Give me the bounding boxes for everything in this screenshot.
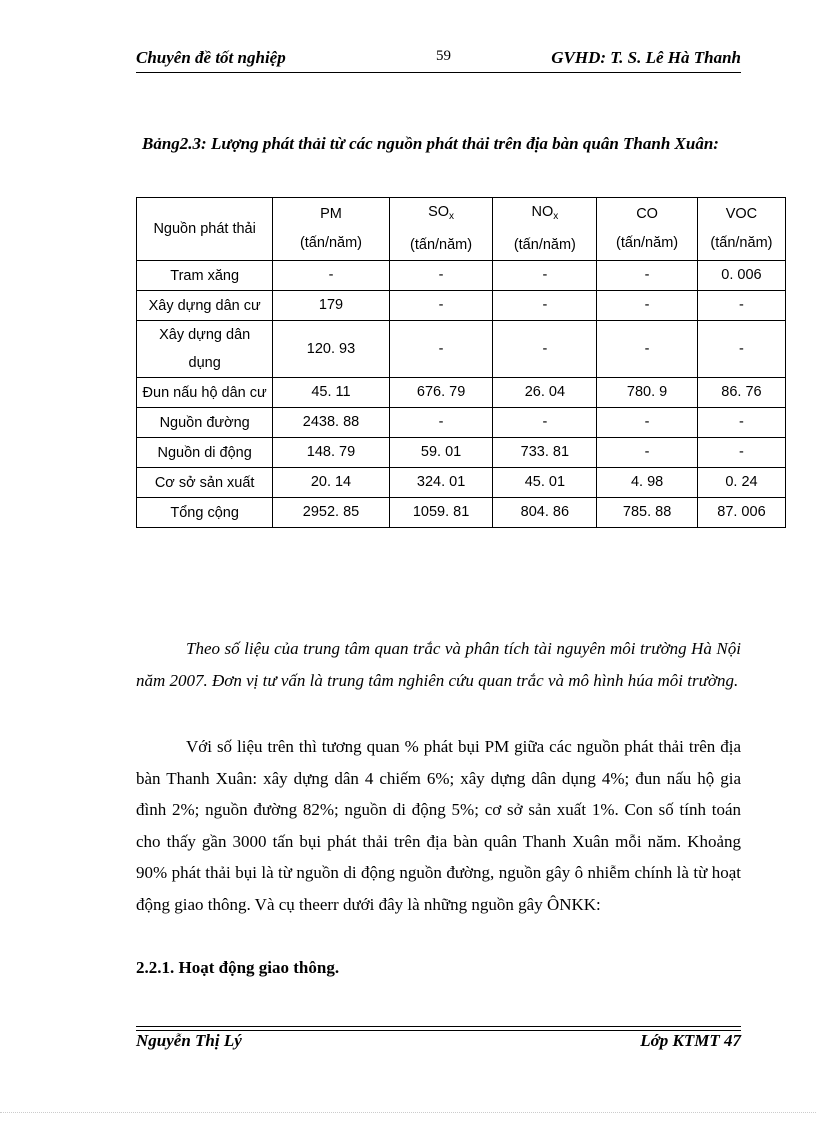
cell-pm: 120. 93 — [273, 321, 389, 378]
cell-voc: - — [697, 321, 785, 378]
section-heading: 2.2.1. Hoạt động giao thông. — [136, 958, 340, 977]
table-row — [137, 408, 786, 438]
table-row — [137, 438, 786, 468]
row-source: Nguồn di động — [137, 438, 273, 468]
row-source: Tổng cộng — [137, 498, 273, 528]
cell-voc: 86. 76 — [697, 378, 785, 408]
cell-sox: 676. 79 — [389, 378, 493, 408]
table-row — [137, 321, 786, 378]
cell-co: 4. 98 — [597, 468, 698, 498]
cell-nox: 45. 01 — [493, 468, 597, 498]
row-source: Xây dựng dân dụng — [137, 321, 273, 378]
row-source: Nguồn đường — [137, 408, 273, 438]
footer-class: Lớp KTMT 47 — [640, 1031, 741, 1050]
header-nox: $NO_x$ (tấn/năm) — [493, 198, 597, 261]
cell-voc: 0. 006 — [697, 261, 785, 291]
cell-co: - — [597, 438, 698, 468]
cell-voc: 0. 24 — [697, 468, 785, 498]
row-source: Cơ sở sản xuất — [137, 468, 273, 498]
cell-voc: - — [697, 438, 785, 468]
cell-sox: - — [389, 261, 493, 291]
table-row — [137, 468, 786, 498]
cell-nox: - — [493, 408, 597, 438]
header-rule — [136, 72, 741, 73]
cell-nox: 804. 86 — [493, 498, 597, 528]
header-pm: PM (tấn/năm) — [273, 198, 389, 261]
page-header — [136, 48, 741, 74]
cell-co: - — [597, 321, 698, 378]
emissions-table — [136, 197, 786, 528]
cell-sox: 59. 01 — [389, 438, 493, 468]
page-number: 59 — [436, 48, 451, 64]
table-header-row — [137, 198, 786, 261]
source-note: Theo số liệu của trung tâm quan trắc và phân tích tài nguyên môi trường Hà Nội năm 2007. Đơn vị tư vấn là trung tâm nghiên cứu quan trắc và mô hình húa môi trường. — [136, 639, 741, 690]
footer-author: Nguyễn Thị Lý — [136, 1031, 242, 1050]
body-paragraph: Với số liệu trên thì tương quan % phát bụi PM giữa các nguồn phát thải trên địa bàn Thanh Xuân: xây dựng dân 4 chiếm 6%; xây dựng dân dụng 4%; đun nấu hộ gia đình 2%; nguồn đường 82%; nguồn di động 5%; cơ sở sản xuất 1%. Con số tính toán cho thấy gần 3000 tấn bụi phát thải trên địa bàn quân Thanh Xuân mỗi năm. Khoảng 90% phát thải bụi là từ nguồn di động nguồn đường, nguồn gây ô nhiễm chính là từ hoạt động giao thông. Và cụ theerr dưới đây là những nguồn gây ÔNKK: — [136, 737, 741, 914]
cell-pm: 20. 14 — [273, 468, 389, 498]
row-source: Xây dựng dân cư — [137, 291, 273, 321]
cell-sox: 1059. 81 — [389, 498, 493, 528]
cell-nox: 733. 81 — [493, 438, 597, 468]
cell-co: - — [597, 261, 698, 291]
header-sox: $SO_x$ (tấn/năm) — [389, 198, 493, 261]
cell-voc: - — [697, 291, 785, 321]
table-caption: Bảng2.3: Lượng phát thải từ các nguồn phát thải trên địa bàn quân Thanh Xuân: — [142, 134, 719, 153]
cell-pm: 2952. 85 — [273, 498, 389, 528]
header-co: CO (tấn/năm) — [597, 198, 698, 261]
cell-sox: 324. 01 — [389, 468, 493, 498]
table-row — [137, 291, 786, 321]
cell-nox: - — [493, 261, 597, 291]
cell-co: - — [597, 291, 698, 321]
cell-pm: 45. 11 — [273, 378, 389, 408]
cell-co: - — [597, 408, 698, 438]
cell-sox: - — [389, 408, 493, 438]
cell-nox: - — [493, 291, 597, 321]
header-title: Chuyên đề tốt nghiệp — [136, 48, 286, 67]
cell-pm: 148. 79 — [273, 438, 389, 468]
row-source: Tram xăng — [137, 261, 273, 291]
cell-voc: - — [697, 408, 785, 438]
header-voc: VOC (tấn/năm) — [697, 198, 785, 261]
footer-rule-top — [136, 1026, 741, 1027]
cell-sox: - — [389, 291, 493, 321]
header-advisor: GVHD: T. S. Lê Hà Thanh — [551, 48, 741, 67]
header-source: Nguồn phát thải — [137, 198, 273, 261]
cell-nox: - — [493, 321, 597, 378]
cell-pm: 179 — [273, 291, 389, 321]
cell-co: 785. 88 — [597, 498, 698, 528]
cell-nox: 26. 04 — [493, 378, 597, 408]
table-row — [137, 378, 786, 408]
table-total-row — [137, 498, 786, 528]
cell-voc: 87. 006 — [697, 498, 785, 528]
cell-co: 780. 9 — [597, 378, 698, 408]
page-edge — [0, 1112, 816, 1113]
cell-sox: - — [389, 321, 493, 378]
cell-pm: - — [273, 261, 389, 291]
cell-pm: 2438. 88 — [273, 408, 389, 438]
row-source: Đun nấu hộ dân cư — [137, 378, 273, 408]
table-row — [137, 261, 786, 291]
